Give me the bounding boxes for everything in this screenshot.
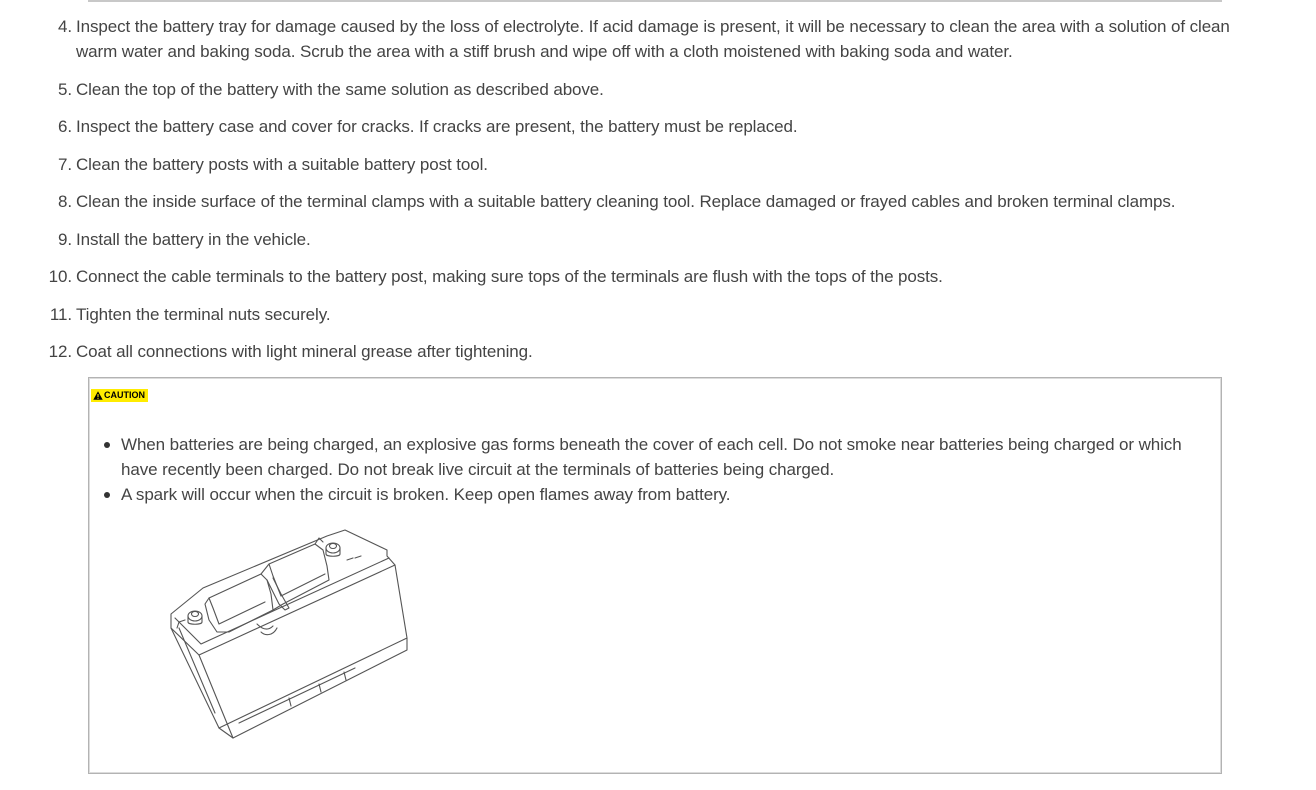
step-item [0,77,1250,102]
step-text: Clean the inside surface of the terminal clamps with a suitable battery cleaning tool. Replace damaged or frayed cables and broken terminal clamps. [76,192,1176,211]
step-text: Clean the battery posts with a suitable battery post tool. [76,154,488,174]
step-number: 9. [58,229,72,249]
top-divider [88,0,1222,2]
step-item [0,264,1250,289]
step-item [0,339,1250,364]
caution-bullet: When batteries are being charged, an explosive gas forms beneath the cover of each cell. Do not smoke near batteries being charged or which have recently been charged. Do not break live circuit at the terminals of batteries being charged. [103,432,1203,482]
caution-bullets [103,432,1203,507]
step-number: 5. [58,79,72,99]
step-text: Tighten the terminal nuts securely. [76,304,331,324]
caution-label: CAUTION [104,390,145,400]
step-text: Coat all connections with light mineral grease after tightening. [76,342,533,361]
step-number: 11. [49,304,72,324]
step-number: 10. [48,267,72,286]
step-number: 6. [58,117,72,136]
battery-illustration [169,528,409,743]
caution-box [88,377,1222,774]
step-item [0,152,1250,177]
step-text: Install the battery in the vehicle. [76,229,311,249]
step-item [0,114,1250,139]
step-number: 7. [58,154,72,174]
caution-badge [91,389,148,402]
step-text: Clean the top of the battery with the same solution as described above. [76,79,604,99]
warning-triangle-icon [93,391,103,400]
procedure-steps [0,14,1250,377]
step-item [0,14,1250,64]
caution-bullet: A spark will occur when the circuit is broken. Keep open flames away from battery. [103,482,1203,507]
step-item [0,227,1250,252]
step-text: Inspect the battery tray for damage caused by the loss of electrolyte. If acid damage is present, it will be necessary to clean the area with a solution of clean warm water and baking soda. Scrub the area with a stiff brush and wipe off with a cloth moistened with baking soda and water. [76,17,1230,61]
step-number: 8. [58,192,72,211]
step-text: Inspect the battery case and cover for cracks. If cracks are present, the battery must be replaced. [76,117,798,136]
step-item [0,302,1250,327]
step-number: 12. [48,342,72,361]
step-text: Connect the cable terminals to the battery post, making sure tops of the terminals are flush with the tops of the posts. [76,267,943,286]
step-item [0,189,1250,214]
step-number: 4. [58,17,72,36]
